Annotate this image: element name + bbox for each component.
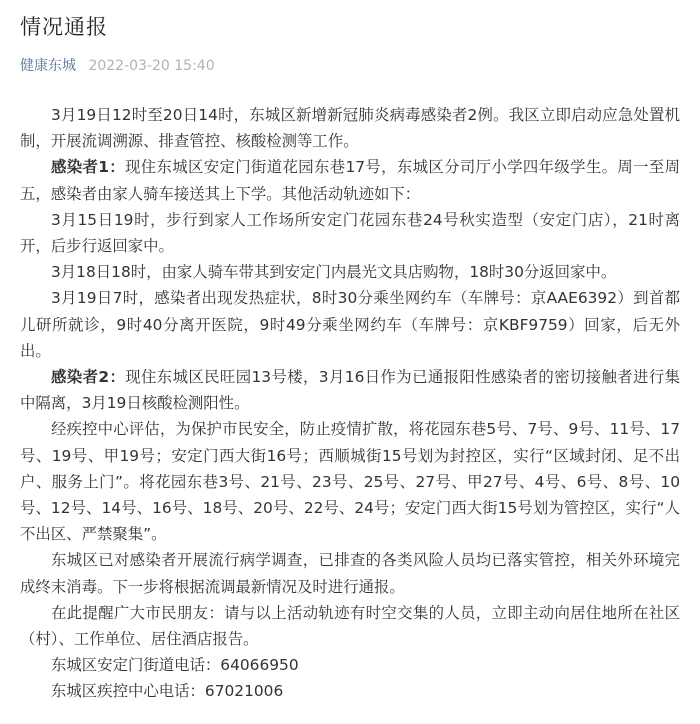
paragraph-control-areas: [20, 416, 680, 547]
contact-phone-cdc: [20, 678, 680, 704]
paragraph-track-0318: [20, 259, 680, 285]
case-label: 感染者2：: [51, 368, 126, 387]
paragraph-text: 3月19日12时至20日14时，东城区新增新冠肺炎病毒感染者2例。我区立即启动应急处置机制，开展流调溯源、排查管控、核酸检测等工作。: [20, 106, 680, 151]
article-body: [20, 102, 680, 705]
author-link[interactable]: 健康东城: [20, 58, 76, 74]
paragraph-text: 东城区已对感染者开展流行病学调查，已排查的各类风险人员均已落实管控，相关外环境完成终末消毒。下一步将根据流调最新情况及时进行通报。: [20, 551, 680, 596]
paragraph-case-2: [20, 364, 680, 416]
paragraph-reminder: [20, 600, 680, 652]
paragraph-track-0319: [20, 285, 680, 364]
paragraph-text: 现住东城区安定门街道花园东巷17号，东城区分司厅小学四年级学生。周一至周五，感染者由家人骑车接送其上下学。其他活动轨迹如下：: [20, 158, 680, 203]
paragraph-text: 东城区安定门街道电话：64066950: [51, 656, 299, 675]
paragraph-text: 3月18日18时，由家人骑车带其到安定门内晨光文具店购物，18时30分返回家中。: [51, 263, 617, 282]
paragraph-text: 3月19日7时，感染者出现发热症状，8时30分乘坐网约车（车牌号：京AAE6392）到首都儿研所就诊，9时40分离开医院，9时49分乘坐网约车（车牌号：京KBF9759）回家，后无外出。: [20, 289, 680, 360]
paragraph-case-1: [20, 154, 680, 206]
paragraph-text: 在此提醒广大市民朋友：请与以上活动轨迹有时空交集的人员，立即主动向居住地所在社区（村）、工作单位、居住酒店报告。: [20, 603, 680, 649]
paragraph-track-0315: [20, 207, 680, 259]
publish-date: 2022-03-20 15:40: [88, 58, 215, 74]
paragraph-text: 3月15日19时，步行到家人工作场所安定门花园东巷24号秋实造型（安定门店），21时离开，后步行返回家中。: [20, 210, 680, 256]
article-meta: [20, 55, 680, 77]
paragraph-text: 现住东城区民旺园13号楼，3月16日作为已通报阳性感染者的密切接触者进行集中隔离，3月19日核酸检测阳性。: [20, 368, 680, 413]
paragraph-text: 经疾控中心评估，为保护市民安全，防止疫情扩散，将花园东巷5号、7号、9号、11号、17号、19号、甲19号；安定门西大街16号；西顺城街15号划为封控区，实行“区域封闭、足不出户、服务上门”。将花园东巷3号、21号、23号、25号、27号、甲27号、4号、6号、8号、10号、12号、14号、16号、18号、20号、22号、24号；安定门西大街15号划为管控区，实行“人不出区、严禁聚集”。: [20, 420, 680, 544]
case-label: 感染者1：: [51, 158, 126, 177]
contact-phone-street: [20, 652, 680, 678]
article-title: 情况通报: [20, 15, 108, 39]
paragraph-investigation: [20, 547, 680, 599]
paragraph-text: 东城区疾控中心电话：67021006: [51, 682, 284, 701]
paragraph-intro: [20, 102, 680, 154]
